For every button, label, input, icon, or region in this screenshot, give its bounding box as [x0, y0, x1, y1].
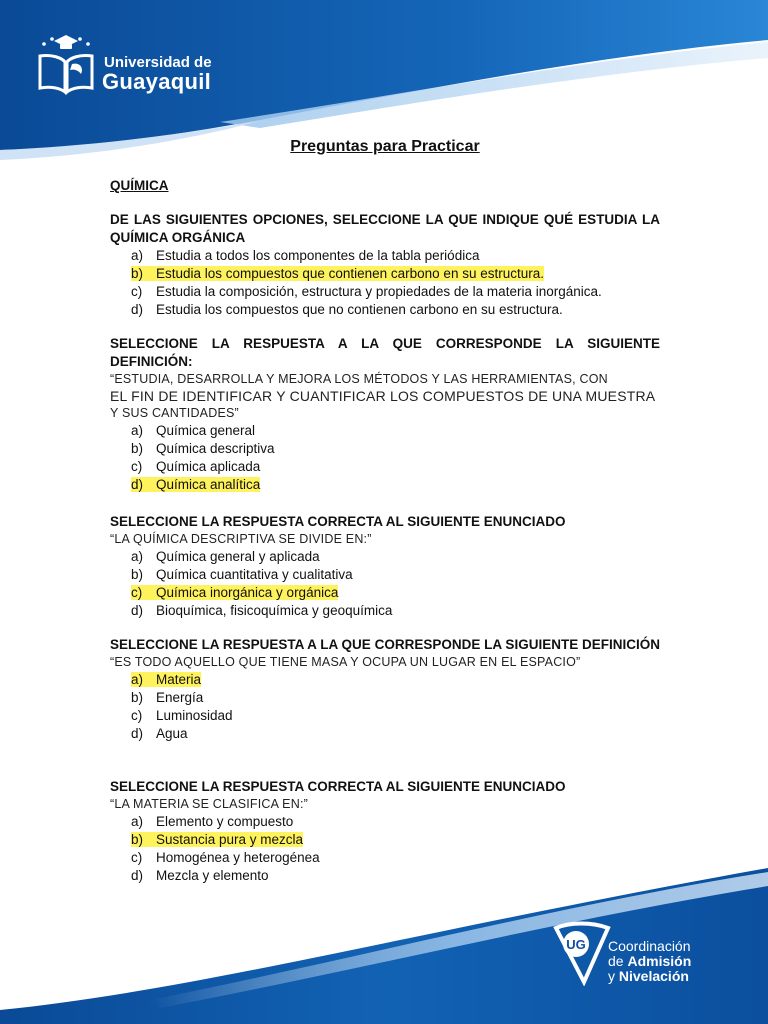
- university-crest-icon: [34, 32, 98, 96]
- coordination-line2: de Admisión: [608, 953, 692, 969]
- option-item: [131, 566, 660, 584]
- option-letter: d): [131, 603, 144, 618]
- option-item: [131, 283, 660, 301]
- option-text: Estudia los compuestos que no contienen carbono en su estructura.: [156, 302, 563, 317]
- quote-line-3: Y SUS CANTIDADES”: [110, 406, 239, 420]
- question-quote: “ES TODO AQUELLO QUE TIENE MASA Y OCUPA UN LUGAR EN EL ESPACIO”: [110, 655, 581, 669]
- option-item: [131, 301, 660, 319]
- option-item: [131, 247, 660, 265]
- option-text: Elemento y compuesto: [156, 814, 294, 829]
- option-text: Mezcla y elemento: [156, 868, 269, 883]
- svg-text:UG: UG: [566, 937, 586, 952]
- question-4: [110, 636, 660, 743]
- option-letter: d): [131, 302, 144, 317]
- ug-badge-icon: [550, 920, 612, 986]
- options-list: [110, 247, 660, 319]
- option-letter: c): [131, 459, 143, 474]
- university-name-line2: Guayaquil: [102, 69, 212, 94]
- option-letter: d): [131, 868, 144, 883]
- university-logo: [34, 30, 224, 100]
- option-text: Química descriptiva: [156, 441, 275, 456]
- option-text: Energía: [156, 690, 204, 705]
- option-item: [131, 422, 660, 440]
- option-item: [131, 689, 660, 707]
- option-text: Química inorgánica y orgánica: [156, 585, 339, 600]
- option-text: Química general: [156, 423, 256, 438]
- option-text: Bioquímica, fisicoquímica y geoquímica: [156, 603, 393, 618]
- option-item: [131, 725, 660, 743]
- question-quote: [110, 371, 660, 422]
- option-text: Estudia la composición, estructura y propiedades de la materia inorgánica.: [156, 284, 602, 299]
- option-letter: b): [131, 567, 144, 582]
- question-text: DE LAS SIGUIENTES OPCIONES, SELECCIONE LA QUE INDIQUE QUÉ ESTUDIA LA QUÍMICA ORGÁNICA: [110, 212, 660, 245]
- option-item-highlighted: [131, 584, 660, 602]
- option-text: Sustancia pura y mezcla: [156, 832, 304, 847]
- university-name-line1: Universidad de: [104, 54, 212, 71]
- option-text: Estudia los compuestos que contienen carbono en su estructura.: [156, 266, 544, 281]
- question-quote: “LA QUÍMICA DESCRIPTIVA SE DIVIDE EN:”: [110, 532, 372, 546]
- coordination-line1: Coordinación: [608, 938, 691, 954]
- admission-coordination-logo: [556, 918, 756, 992]
- options-list: [110, 671, 660, 743]
- option-letter: c): [131, 284, 143, 299]
- option-letter: b): [131, 441, 144, 456]
- option-text: Química aplicada: [156, 459, 261, 474]
- option-item: [131, 813, 660, 831]
- quote-line-1: “ESTUDIA, DESARROLLA Y MEJORA LOS MÉTODOS Y LAS HERRAMIENTAS, CON: [110, 372, 608, 386]
- option-item-highlighted: [131, 265, 660, 283]
- option-letter: a): [131, 248, 144, 263]
- page-title: Preguntas para Practicar: [290, 138, 480, 155]
- option-item: [131, 440, 660, 458]
- option-letter: b): [131, 266, 144, 281]
- option-item: [131, 707, 660, 725]
- option-text: Química general y aplicada: [156, 549, 320, 564]
- option-text: Luminosidad: [156, 708, 233, 723]
- option-text: Homogénea y heterogénea: [156, 850, 320, 865]
- option-letter: d): [131, 477, 144, 492]
- quote-line-2: EL FIN DE IDENTIFICAR Y CUANTIFICAR LOS COMPUESTOS DE UNA MUESTRA: [110, 388, 656, 404]
- question-text: SELECCIONE LA RESPUESTA A LA QUE CORRESPONDE LA SIGUIENTE DEFINICIÓN: [110, 637, 660, 652]
- option-text: Química cuantitativa y cualitativa: [156, 567, 353, 582]
- section-heading: QUÍMICA: [110, 178, 169, 193]
- option-item: [131, 458, 660, 476]
- option-item-highlighted: [131, 476, 660, 494]
- option-letter: b): [131, 690, 144, 705]
- option-item: [131, 602, 660, 620]
- option-letter: c): [131, 850, 143, 865]
- option-item-highlighted: [131, 671, 660, 689]
- question-quote: “LA MATERIA SE CLASIFICA EN:”: [110, 797, 308, 811]
- coordination-line3: y Nivelación: [608, 968, 689, 984]
- question-text: SELECCIONE LA RESPUESTA A LA QUE CORRESPONDE LA SIGUIENTE DEFINICIÓN:: [110, 336, 660, 369]
- option-text: Agua: [156, 726, 188, 741]
- question-text: SELECCIONE LA RESPUESTA CORRECTA AL SIGUIENTE ENUNCIADO: [110, 779, 566, 794]
- options-list: [110, 422, 660, 494]
- option-letter: a): [131, 423, 144, 438]
- option-letter: b): [131, 832, 144, 847]
- option-letter: a): [131, 549, 144, 564]
- option-letter: a): [131, 814, 144, 829]
- option-text: Química analítica: [156, 477, 261, 492]
- option-text: Estudia a todos los componentes de la tabla periódica: [156, 248, 480, 263]
- question-2: [110, 335, 660, 494]
- option-item-highlighted: [131, 831, 660, 849]
- option-letter: c): [131, 585, 143, 600]
- option-letter: c): [131, 708, 143, 723]
- question-3: [110, 513, 660, 620]
- option-item: [131, 548, 660, 566]
- option-letter: d): [131, 726, 144, 741]
- options-list: [110, 548, 660, 620]
- option-letter: a): [131, 672, 144, 687]
- question-1: [110, 211, 660, 319]
- question-text: SELECCIONE LA RESPUESTA CORRECTA AL SIGUIENTE ENUNCIADO: [110, 514, 566, 529]
- option-text: Materia: [156, 672, 202, 687]
